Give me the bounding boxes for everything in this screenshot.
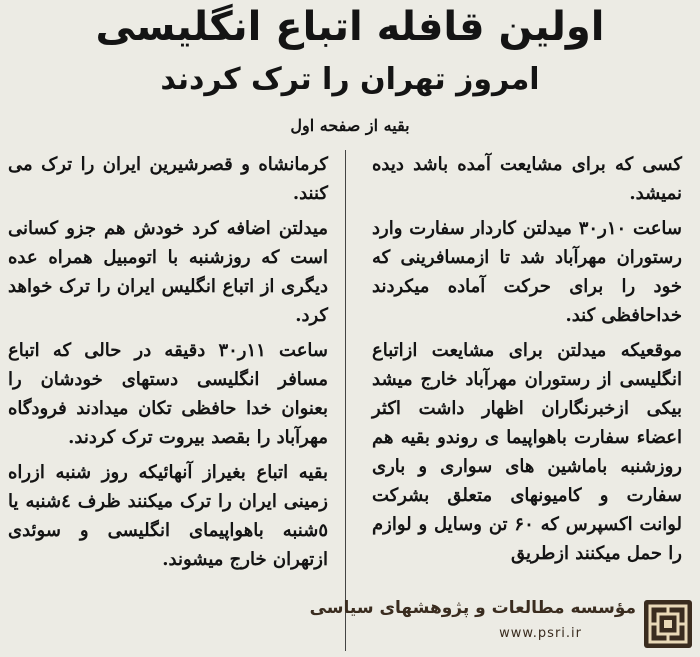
article-paragraph: ساعت ۱۱ر۳۰ دقیقه در حالی که اتباع مسافر انگلیسی دستهای خودشان را بعنوان خدا حافظی تکان میدادند فرودگاه مهرآباد را بقصد بیروت ترک کردند. (8, 340, 328, 448)
watermark (309, 592, 700, 657)
article-paragraph: موقعیکه میدلتن برای مشایعت ازاتباع انگلیسی از رستوران مهرآباد خارج میشد بیکی ازخبرنگاران اظهار داشت اکثر اعضاء سفارت باهواپیما ی روندو بقیه هم روزشنبه باماشین های سواری و باری سفارت و کامیونهای متعلق بشرکت لوانت اکسپرس که ۶۰ تن وسایل و لوازم را حمل میکنند ازطریق (372, 340, 683, 564)
article-paragraph: میدلتن اضافه کرد خودش هم جزو کسانی است که روزشنبه با اتومبیل همراه عده دیگری از اتباع انگلیس ایران را ترک خواهد کرد. (8, 218, 328, 326)
article-column-left (8, 150, 328, 653)
article-paragraph: کرمانشاه و قصرشیرین ایران را ترک می کنند. (8, 154, 328, 204)
headline: اولین قافله اتباع انگلیسی (95, 4, 605, 50)
article-column-right (372, 150, 682, 653)
watermark-title: مؤسسه مطالعات و پژوهشهای سیاسی (309, 598, 636, 618)
institute-logo-icon (644, 600, 692, 648)
subheadline: امروز تهران را ترک کردند (160, 62, 540, 97)
column-divider (345, 150, 346, 651)
watermark-url: www.psri.ir (499, 626, 582, 641)
article-paragraph: کسی که برای مشایعت آمده باشد دیده نمیشد. (372, 154, 682, 204)
article-paragraph: بقیه اتباع بغیراز آنهائیکه روز شنبه ازراه زمینی ایران را ترک میکنند ظرف ٤شنبه یا ٥شنبه باهواپیمای انگلیسی و سوئدی ازتهران خارج میشوند. (8, 462, 328, 570)
article-paragraph: ساعت ۱۰ر۳۰ میدلتن کاردار سفارت وارد رستوران مهرآباد شد تا ازمسافرینی که خود را برای حرکت آماده میکردند خداحافظی کند. (372, 218, 683, 326)
continued-from-page-one: بقیه از صفحه اول (290, 116, 410, 135)
